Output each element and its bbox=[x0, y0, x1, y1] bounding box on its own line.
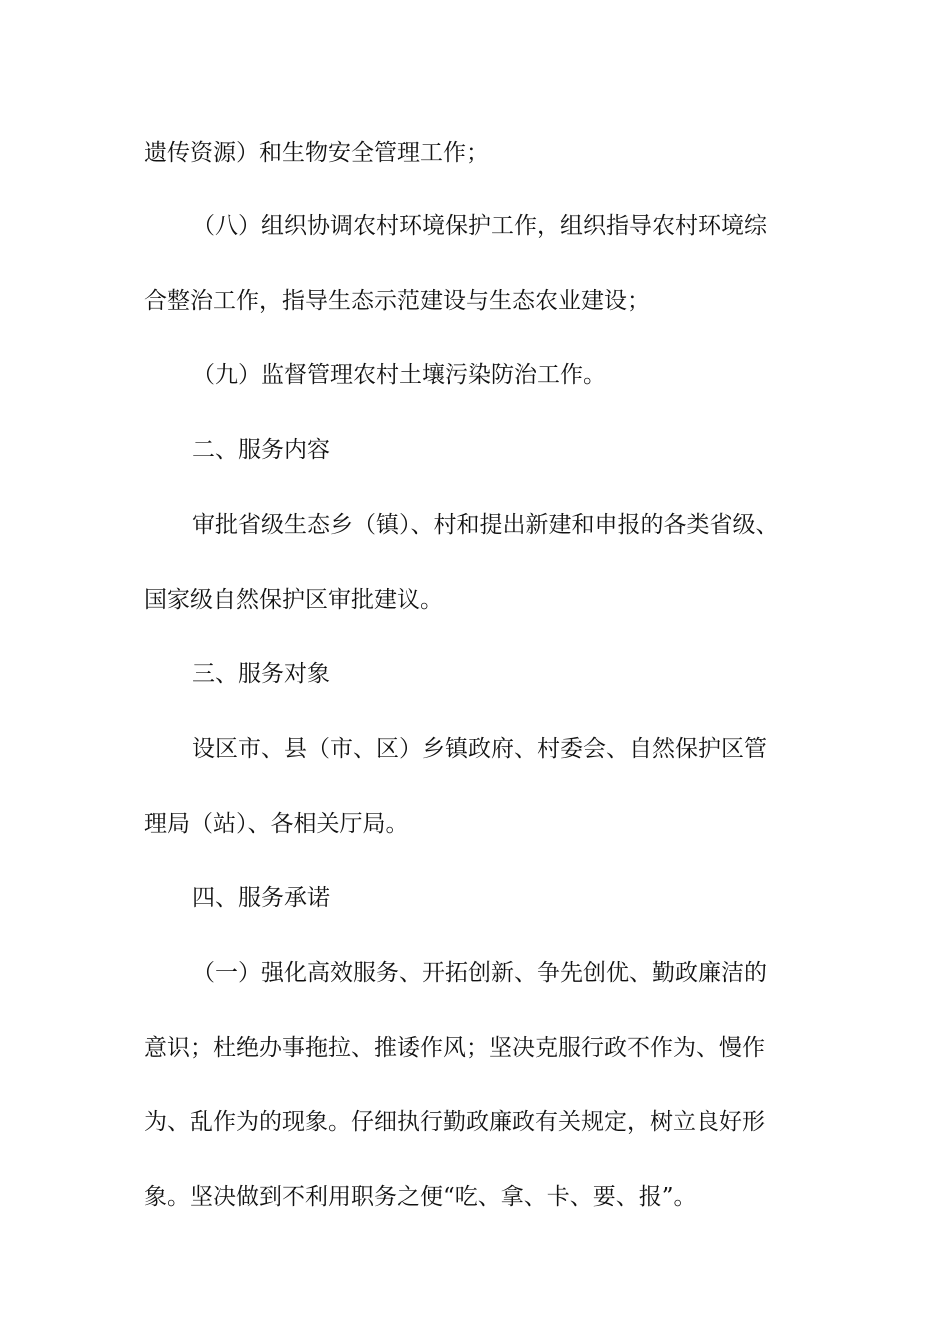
paragraph-line-6: 审批省级生态乡（镇）、村和提出新建和申报的各类省级、 bbox=[192, 512, 779, 538]
paragraph-line-12: （一）强化高效服务、开拓创新、争先创优、勤政廉洁的 bbox=[192, 960, 767, 986]
paragraph-line-3: 合整治工作，指导生态示范建设与生态农业建设； bbox=[144, 288, 650, 314]
paragraph-line-4: （九）监督管理农村土壤污染防治工作。 bbox=[192, 362, 606, 388]
paragraph-line-14: 为、乱作为的现象。仔细执行勤政廉政有关规定，树立良好形 bbox=[144, 1109, 765, 1135]
section-heading-service-commitment: 四、服务承诺 bbox=[192, 885, 330, 911]
paragraph-line-15: 象。坚决做到不利用职务之便“吃、拿、卡、要、报”。 bbox=[144, 1184, 697, 1210]
paragraph-line-9: 设区市、县（市、区）乡镇政府、村委会、自然保护区管 bbox=[192, 736, 767, 762]
paragraph-line-13: 意识；杜绝办事拖拉、推诿作风；坚决克服行政不作为、慢作 bbox=[144, 1035, 765, 1061]
section-heading-service-content: 二、服务内容 bbox=[192, 437, 330, 463]
paragraph-line-10: 理局（站）、各相关厅局。 bbox=[144, 811, 409, 837]
section-heading-service-target: 三、服务对象 bbox=[192, 661, 330, 687]
paragraph-line-2: （八）组织协调农村环境保护工作，组织指导农村环境综 bbox=[192, 213, 767, 239]
paragraph-line-7: 国家级自然保护区审批建议。 bbox=[144, 587, 443, 613]
paragraph-line-1: 遗传资源）和生物安全管理工作； bbox=[144, 140, 489, 166]
